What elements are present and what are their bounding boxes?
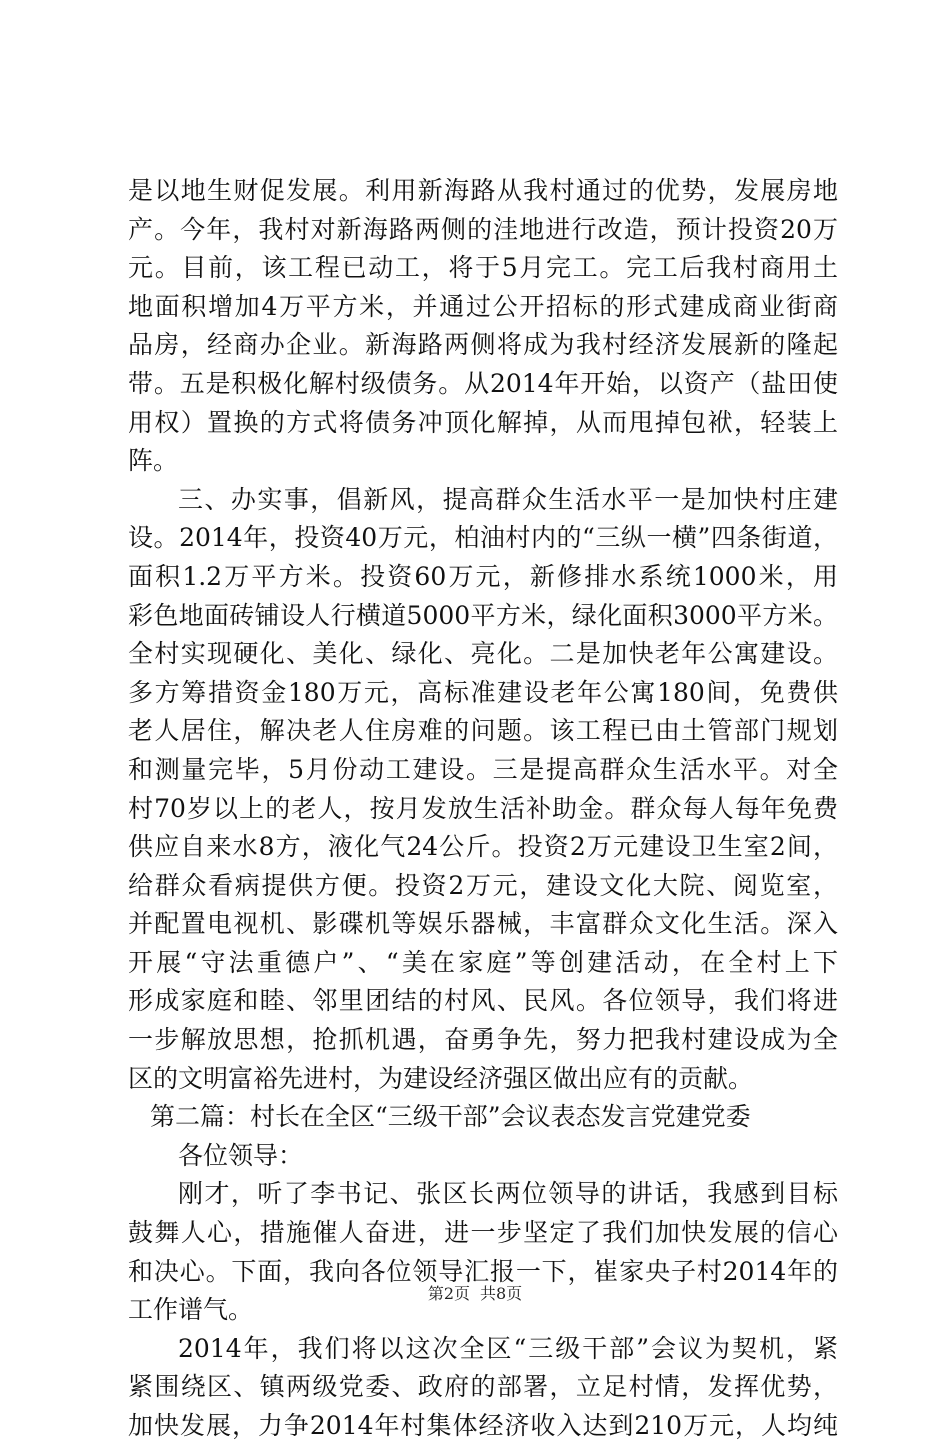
text-line: 三、办实事，倡新风，提高群众生活水平一是加快村庄建 [178,484,838,514]
text-line: 加快发展，力争2014年村集体经济收入达到210万元，人均纯 [128,1411,838,1440]
text-line: 供应自来水8方，液化气24公斤。投资2万元建设卫生室2间， [128,832,838,862]
text-line: 多方筹措资金180万元，高标准建设老年公寓180间，免费供 [128,677,838,707]
page-total: 共8页 [480,1284,523,1303]
text-line: 全村实现硬化、美化、绿化、亮化。二是加快老年公寓建设。 [128,639,838,669]
text-line: 产。今年，我村对新海路两侧的洼地进行改造，预计投资20万 [128,214,838,244]
page-number: 第2页 [427,1284,470,1303]
text-line: 刚才，听了李书记、张区长两位领导的讲话，我感到目标 [178,1179,838,1209]
text-line: 鼓舞人心，措施催人奋进，进一步坚定了我们加快发展的信心 [128,1218,838,1248]
text-line: 各位领导： [178,1140,304,1170]
text-line: 品房，经商办企业。新海路两侧将成为我村经济发展新的隆起 [128,330,838,360]
text-line: 一步解放思想，抢抓机遇，奋勇争先，努力把我村建设成为全 [128,1025,838,1055]
document-body [128,172,838,1446]
text-line: 元。目前，该工程已动工，将于5月完工。完工后我村商用土 [128,253,838,283]
text-line: 区的文明富裕先进村，为建设经济强区做出应有的贡献。 [128,1063,754,1093]
text-line: 开展“守法重德户”、“美在家庭”等创建活动，在全村上下 [128,947,838,977]
text-line: 带。五是积极化解村级债务。从2014年开始，以资产（盐田使 [128,368,838,398]
text-line: 并配置电视机、影碟机等娱乐器械，丰富群众文化生活。深入 [128,909,838,939]
text-line: 和测量完毕，5月份动工建设。三是提高群众生活水平。对全 [128,754,838,784]
text-line: 2014年，我们将以这次全区“三级干部”会议为契机，紧 [178,1333,838,1363]
text-line: 设。2014年，投资40万元，柏油村内的“三纵一横”四条街道， [128,523,838,553]
text-line: 和决心。下面，我向各位领导汇报一下，崔家央子村2014年的 [128,1256,838,1286]
text-line: 形成家庭和睦、邻里团结的村风、民风。各位领导，我们将进 [128,986,838,1016]
text-line: 面积1.2万平方米。投资60万元，新修排水系统1000米，用 [128,561,838,591]
text-line: 村70岁以上的老人，按月发放生活补助金。群众每人每年免费 [128,793,838,823]
text-line: 工作谱气。 [128,1295,254,1325]
text-line: 老人居住，解决老人住房难的问题。该工程已由土管部门规划 [128,716,838,746]
text-line: 紧围绕区、镇两级党委、政府的部署，立足村情，发挥优势， [128,1372,838,1402]
text-line: 地面积增加4万平方米，并通过公开招标的形式建成商业街商 [128,291,838,321]
page-footer [0,1281,950,1304]
text-line: 阵。 [128,446,179,476]
text-line: 给群众看病提供方便。投资2万元，建设文化大院、阅览室， [128,870,838,900]
text-line: 彩色地面砖铺设人行横道5000平方米，绿化面积3000平方米。 [128,600,838,630]
text-line: 第二篇：村长在全区“三级干部”会议表态发言党建党委 [150,1102,751,1132]
text-line: 用权）置换的方式将债务冲顶化解掉，从而甩掉包袱，轻装上 [128,407,838,437]
text-line: 是以地生财促发展。利用新海路从我村通过的优势，发展房地 [128,176,838,205]
